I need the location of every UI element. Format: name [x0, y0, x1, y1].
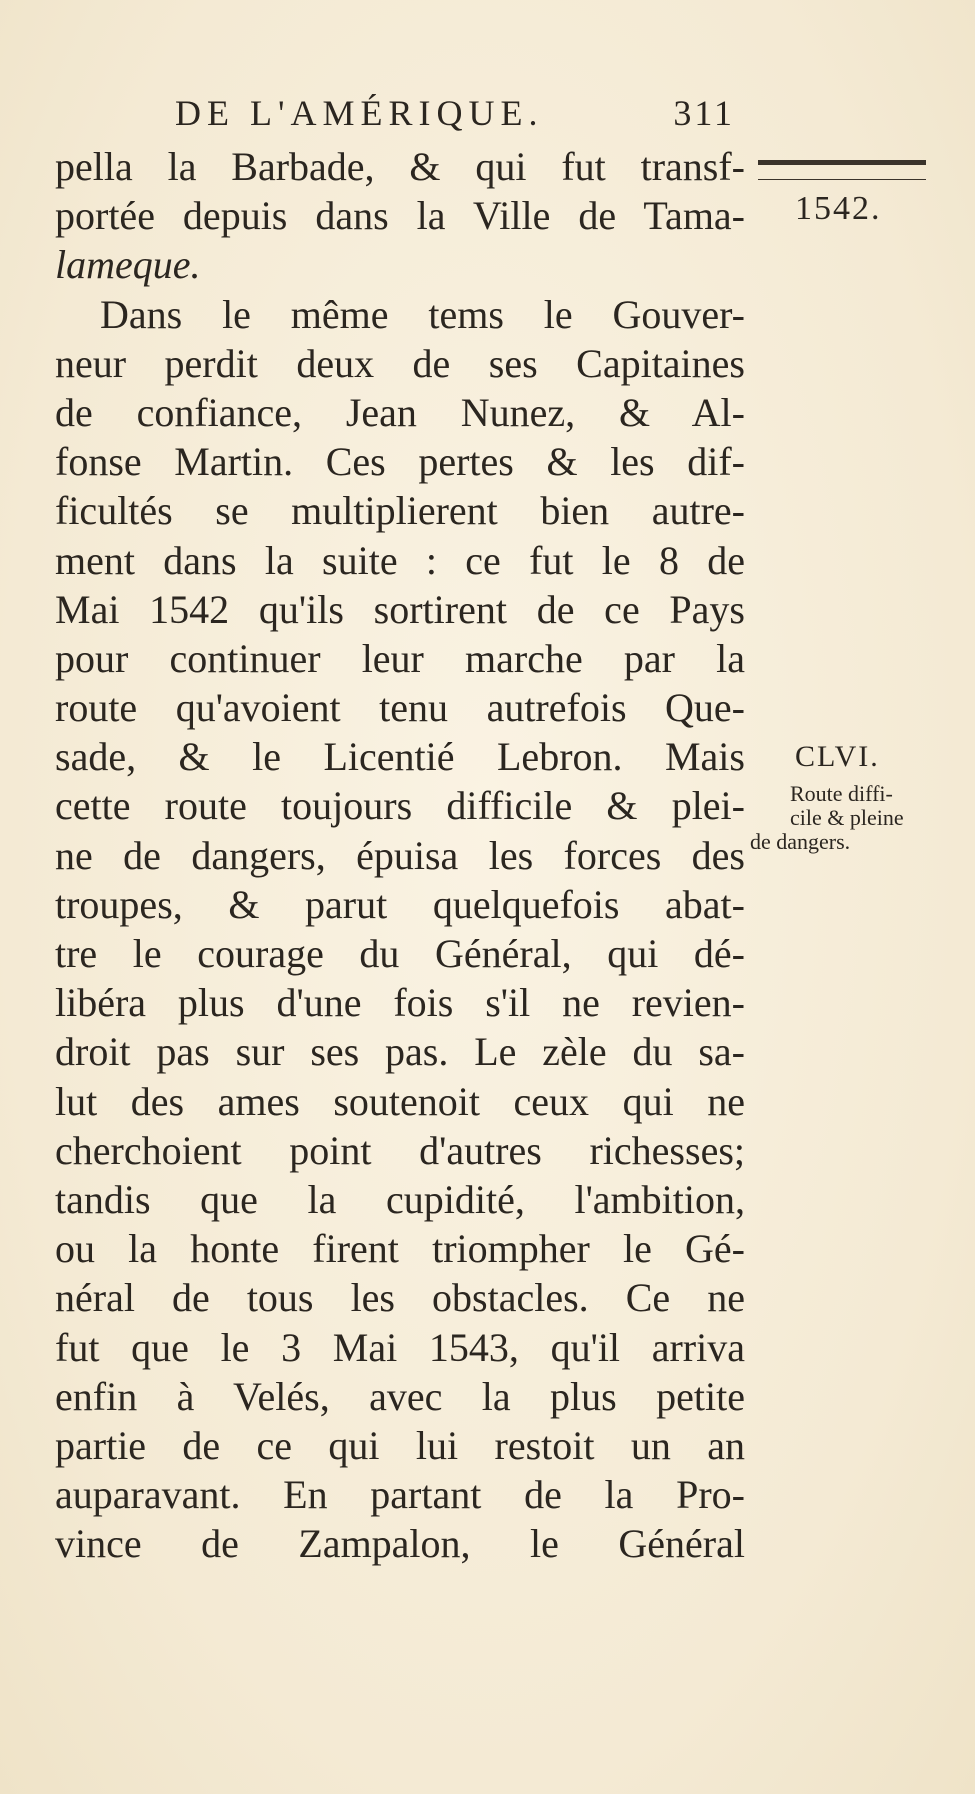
margin-section-number: CLVI. — [795, 740, 880, 773]
margin-rule-ornament — [758, 160, 926, 180]
text-line: Dans le même tems le Gouver- — [100, 291, 745, 337]
text-line: vince de Zampalon, le Général — [55, 1521, 745, 1567]
text-line: pour continuer leur marche par la — [55, 635, 745, 681]
page-number: 311 — [673, 93, 735, 133]
text-line: néral de tous les obstacles. Ce ne — [55, 1275, 745, 1321]
text-line: enfin à Velés, avec la plus petite — [55, 1373, 745, 1419]
text-line: route qu'avoient tenu autrefois Que- — [55, 685, 745, 731]
text-line: ou la honte firent triompher le Gé- — [55, 1226, 745, 1272]
running-head — [175, 92, 735, 140]
margin-year: 1542. — [795, 190, 882, 227]
text-line: libéra plus d'une fois s'il ne revien- — [55, 980, 745, 1026]
text-line: fut que le 3 Mai 1543, qu'il arriva — [55, 1324, 745, 1370]
text-line: lut des ames soutenoit ceux qui ne — [55, 1078, 745, 1124]
text-line: tre le courage du Général, qui dé- — [55, 931, 745, 976]
text-line: tandis que la cupidité, l'ambition, — [55, 1176, 745, 1222]
text-line: ne de dangers, épuisa les forces des — [55, 832, 745, 878]
text-line: de confiance, Jean Nunez, & Al- — [55, 389, 745, 435]
text-line: lameque. — [55, 242, 201, 288]
text-line: fonse Martin. Ces pertes & les dif- — [55, 439, 745, 485]
text-line: ficultés se multiplierent bien autre- — [55, 488, 745, 534]
margin-note — [750, 782, 928, 854]
text-line: droit pas sur ses pas. Le zèle du sa- — [55, 1029, 745, 1075]
running-head-title: DE L'AMÉRIQUE. — [175, 93, 544, 133]
text-line: cherchoient point d'autres richesses; — [55, 1127, 745, 1173]
margin-note-line: Route diffi- — [790, 781, 893, 806]
text-line: cette route toujours difficile & plei- — [55, 783, 745, 829]
text-line: sade, & le Licentié Lebron. Mais — [55, 734, 745, 780]
text-line: neur perdit deux de ses Capitaines — [55, 340, 745, 386]
text-line: pella la Barbade, & qui fut transf- — [55, 144, 745, 189]
margin-note-line: de dangers. — [750, 829, 851, 854]
text-line: Mai 1542 qu'ils sortirent de ce Pays — [55, 586, 745, 632]
text-line: troupes, & parut quelquefois abat- — [55, 881, 745, 927]
body-text — [55, 142, 745, 1568]
text-line: partie de ce qui lui restoit un an — [55, 1422, 745, 1468]
text-line: auparavant. En partant de la Pro- — [55, 1472, 745, 1518]
text-line: portée depuis dans la Ville de Tama- — [55, 193, 745, 239]
text-line: ment dans la suite : ce fut le 8 de — [55, 537, 745, 583]
margin-note-line: cile & pleine — [790, 805, 904, 830]
